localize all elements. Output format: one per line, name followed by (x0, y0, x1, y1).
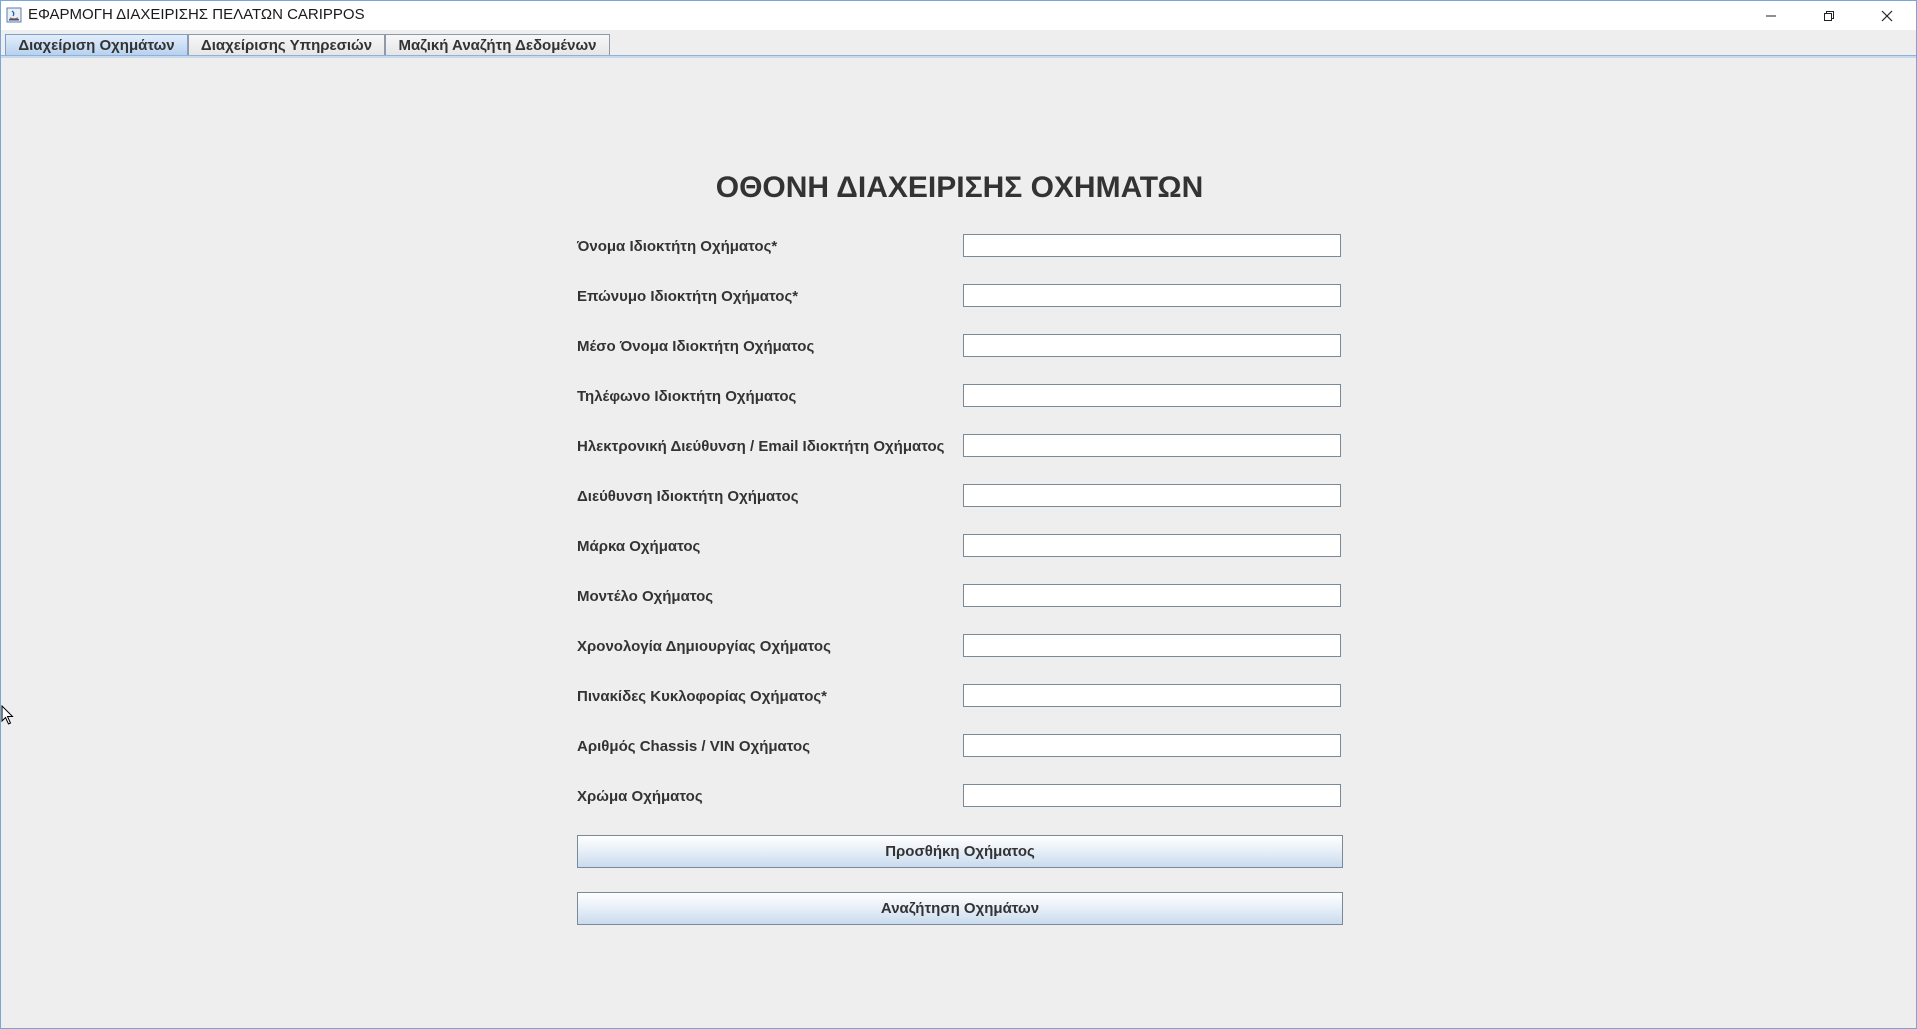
vehicle-model-input[interactable] (963, 584, 1341, 607)
tab-bulk-data-search[interactable]: Μαζική Αναζήτη Δεδομένων (385, 34, 610, 55)
vehicle-color-label: Χρώμα Οχήματος (577, 788, 703, 805)
owner-middle-name-label: Μέσο Όνομα Ιδιοκτήτη Οχήματος (577, 338, 815, 355)
close-icon (1881, 10, 1893, 22)
title-bar (1, 1, 1916, 30)
tab-vehicle-management[interactable]: Διαχείριση Οχημάτων (5, 34, 188, 55)
owner-last-name-input[interactable] (963, 284, 1341, 307)
minimize-button[interactable] (1742, 1, 1800, 30)
owner-middle-name-input[interactable] (963, 334, 1341, 357)
tab-services-management[interactable]: Διαχείρισης Υπηρεσιών (188, 34, 385, 55)
owner-email-label: Ηλεκτρονική Διεύθυνση / Email Ιδιοκτήτη Οχήματος (577, 438, 945, 455)
vehicle-model-label: Μοντέλο Οχήματος (577, 588, 714, 605)
search-vehicles-button[interactable]: Αναζήτηση Οχημάτων (577, 892, 1343, 925)
minimize-icon (1765, 10, 1777, 22)
vehicle-vin-input[interactable] (963, 734, 1341, 757)
owner-address-input[interactable] (963, 484, 1341, 507)
java-app-icon (6, 7, 22, 23)
add-vehicle-button[interactable]: Προσθήκη Οχήματος (577, 835, 1343, 868)
vehicle-brand-label: Μάρκα Οχήματος (577, 538, 701, 555)
mouse-cursor-icon (1, 705, 14, 730)
vehicle-color-input[interactable] (963, 784, 1341, 807)
owner-phone-input[interactable] (963, 384, 1341, 407)
vehicle-year-input[interactable] (963, 634, 1341, 657)
vehicle-year-label: Χρονολογία Δημιουργίας Οχήματος (577, 638, 831, 655)
vehicle-brand-input[interactable] (963, 534, 1341, 557)
restore-button[interactable] (1800, 1, 1858, 30)
tab-underline (1, 55, 1916, 58)
restore-icon (1823, 10, 1835, 22)
window-title: ΕΦΑΡΜΟΓΗ ΔΙΑΧΕΙΡΙΣΗΣ ΠΕΛΑΤΩΝ CARIPPOS (28, 6, 365, 23)
vehicle-plates-input[interactable] (963, 684, 1341, 707)
screen-title: ΟΘΟΝΗ ΔΙΑΧΕΙΡΙΣΗΣ ΟΧΗΜΑΤΩΝ (715, 171, 1204, 204)
owner-address-label: Διεύθυνση Ιδιοκτήτη Οχήματος (577, 488, 799, 505)
vehicle-plates-label: Πινακίδες Κυκλοφορίας Οχήματος* (577, 688, 827, 705)
owner-first-name-label: Όνομα Ιδιοκτήτη Οχήματος* (577, 238, 778, 255)
owner-email-input[interactable] (963, 434, 1341, 457)
owner-first-name-input[interactable] (963, 234, 1341, 257)
owner-last-name-label: Επώνυμο Ιδιοκτήτη Οχήματος* (577, 288, 799, 305)
close-button[interactable] (1858, 1, 1916, 30)
owner-phone-label: Τηλέφωνο Ιδιοκτήτη Οχήματος (577, 388, 797, 405)
vehicle-vin-label: Αριθμός Chassis / VIN Οχήματος (577, 738, 811, 755)
